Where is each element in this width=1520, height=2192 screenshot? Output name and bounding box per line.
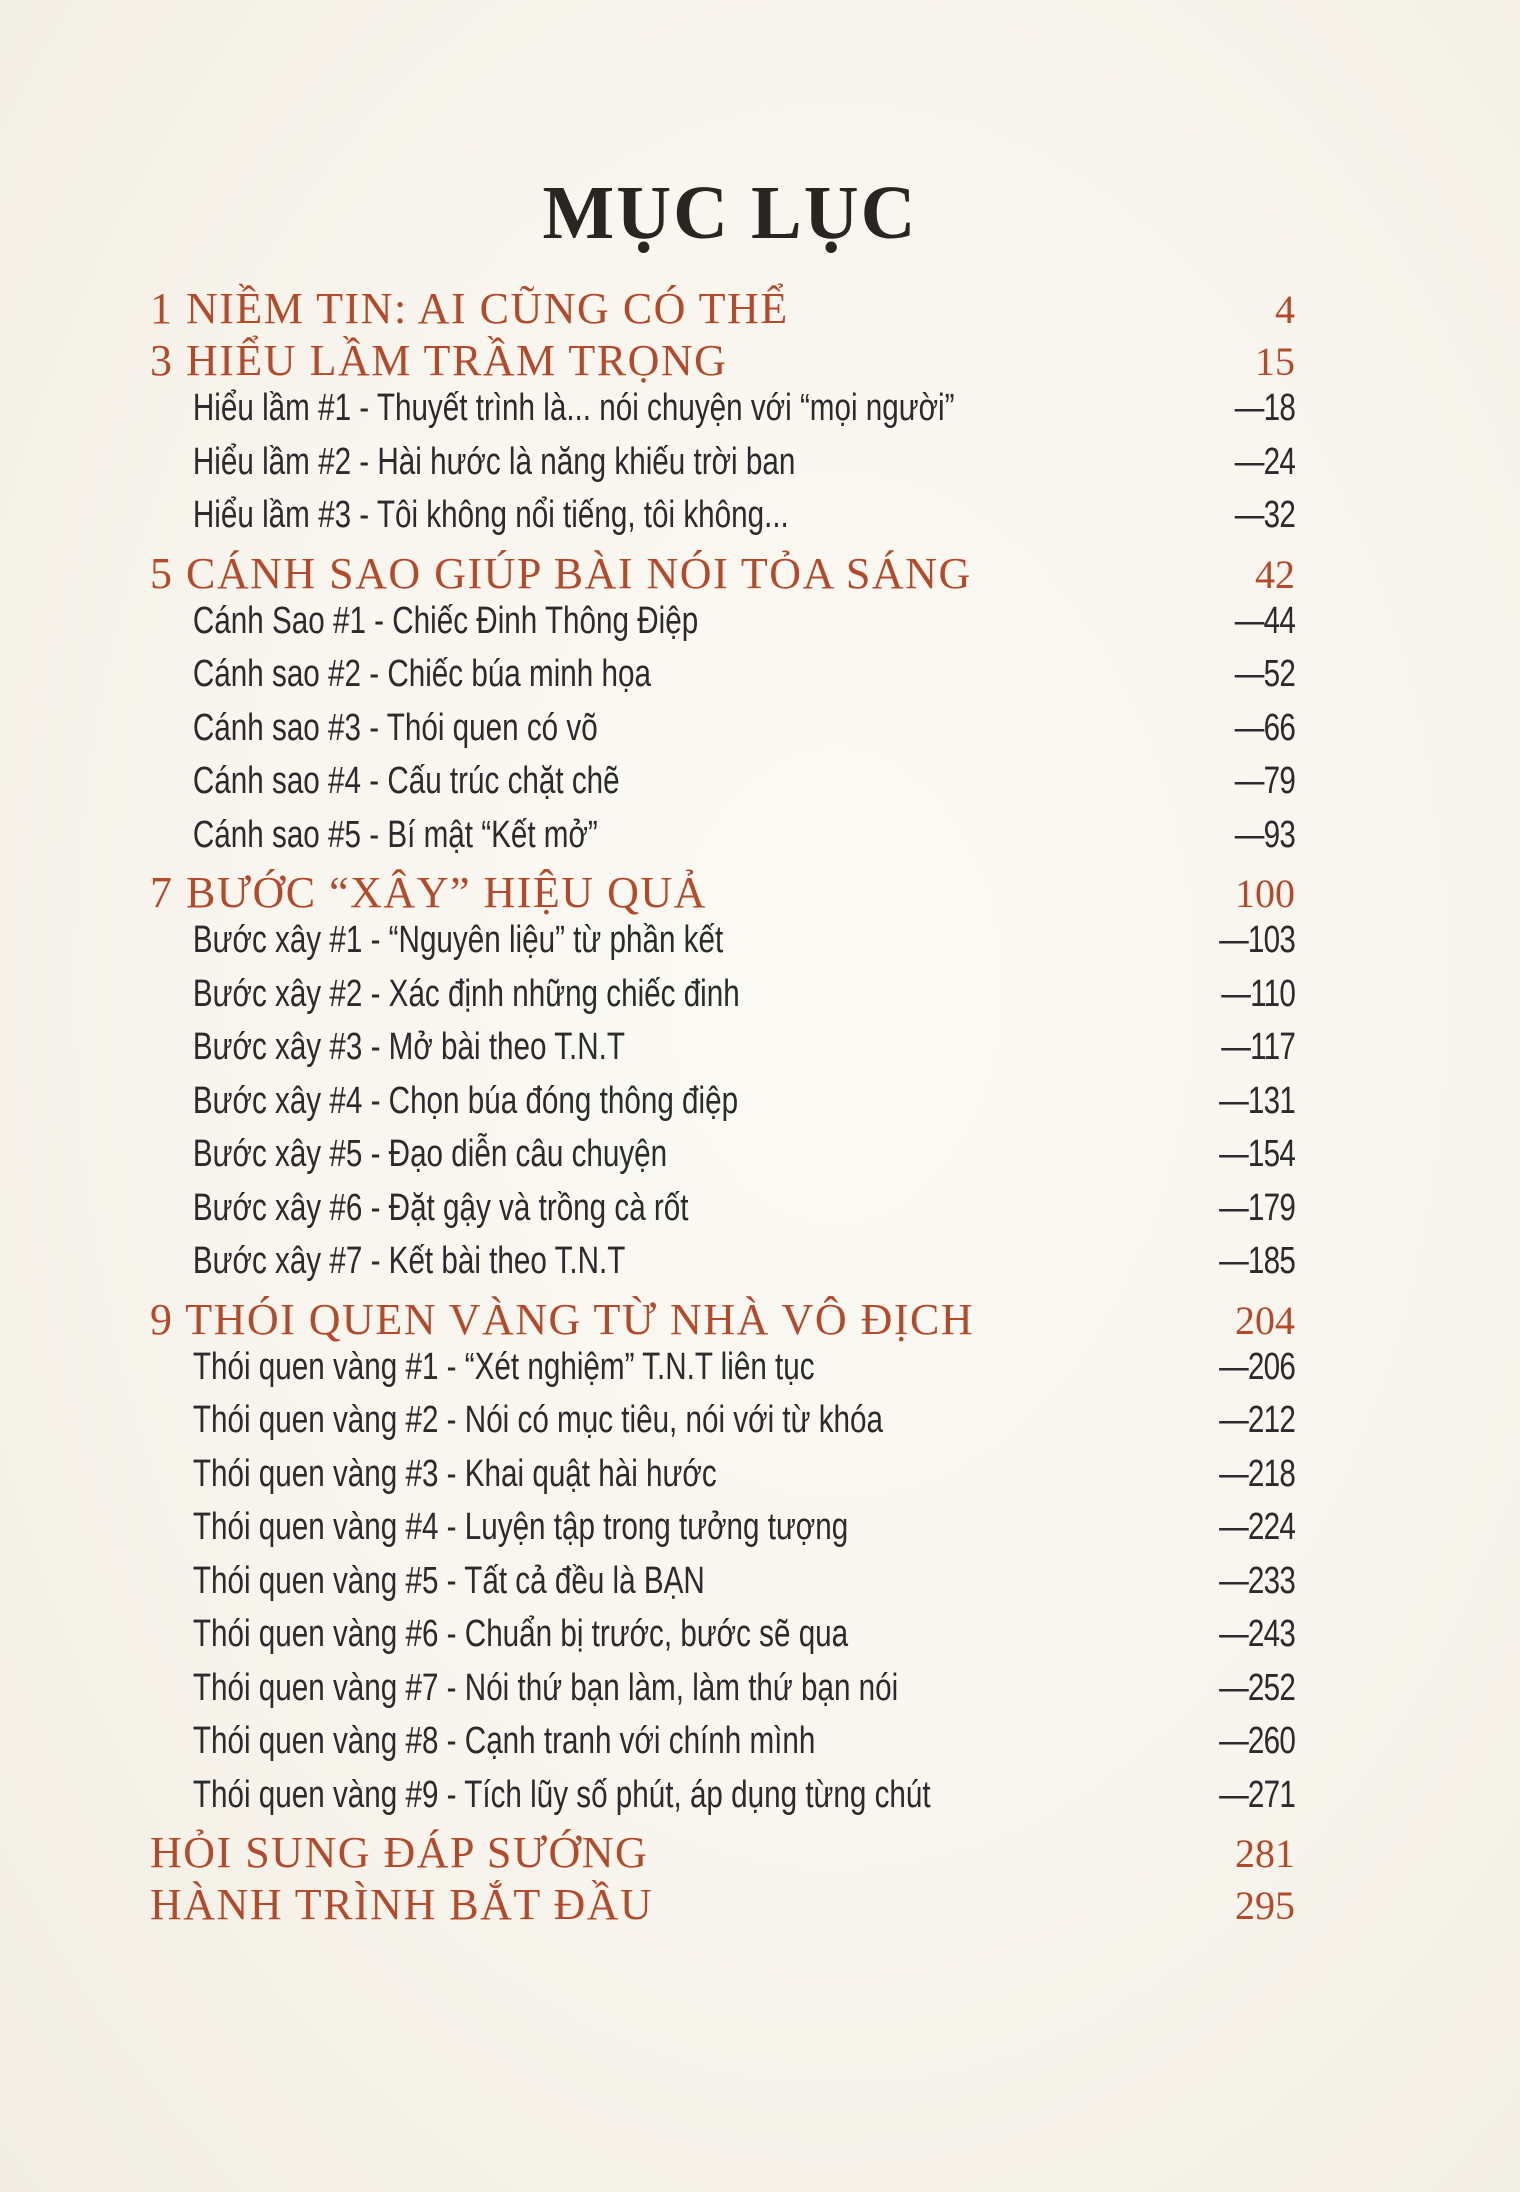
subentry-title: Bước xây #5 - Đạo diễn câu chuyện <box>192 1133 668 1175</box>
toc-subentry <box>150 1613 1295 1667</box>
page-number: 204 <box>1235 1297 1295 1343</box>
subentry-title: Bước xây #6 - Đặt gậy và trồng cà rốt <box>192 1186 689 1229</box>
page-number: —233 <box>1219 1559 1296 1602</box>
subentry-title: Hiểu lầm #3 - Tôi không nổi tiếng, tôi không... <box>192 494 789 536</box>
toc-subentry <box>150 1774 1295 1828</box>
page-number: 281 <box>1235 1831 1295 1876</box>
toc-subentry <box>150 707 1295 761</box>
subentry-title: Thói quen vàng #5 - Tất cả đều là BẠN <box>192 1559 705 1602</box>
subentry-title: Thói quen vàng #2 - Nói có mục tiêu, nói với từ khóa <box>192 1399 883 1441</box>
chapter-title: 5 CÁNH SAO GIÚP BÀI NÓI TỎA SÁNG <box>150 548 972 598</box>
subentry-title: Hiểu lầm #2 - Hài hước là năng khiếu trời ban <box>192 440 796 483</box>
toc-subentry <box>150 1187 1295 1241</box>
chapter-title: 7 BƯỚC “XÂY” HIỆU QUẢ <box>150 868 707 917</box>
page-number: —206 <box>1219 1345 1296 1388</box>
page-title: MỤC LỤC <box>542 171 918 255</box>
page-number: —18 <box>1234 387 1296 429</box>
page-number: —52 <box>1234 653 1296 695</box>
subentry-title: Thói quen vàng #1 - “Xét nghiệm” T.N.T liên tục <box>192 1345 815 1388</box>
chapter-title: 9 THÓI QUEN VÀNG TỪ NHÀ VÔ ĐỊCH <box>150 1294 975 1344</box>
subentry-title: Thói quen vàng #6 - Chuẩn bị trước, bước sẽ qua <box>192 1613 849 1655</box>
subentry-title: Thói quen vàng #8 - Cạnh tranh với chính mình <box>192 1720 816 1762</box>
page-number: 295 <box>1235 1883 1295 1928</box>
toc-subentry <box>150 387 1295 441</box>
subentry-title: Thói quen vàng #9 - Tích lũy số phút, áp dụng từng chút <box>192 1773 931 1816</box>
table-of-contents <box>150 283 1295 1931</box>
subentry-title: Bước xây #4 - Chọn búa đóng thông điệp <box>192 1079 739 1122</box>
page-number: 4 <box>1275 287 1295 332</box>
page-number: —218 <box>1219 1452 1296 1495</box>
toc-subentry <box>150 760 1295 814</box>
toc-subentry <box>150 653 1295 707</box>
subentry-title: Thói quen vàng #3 - Khai quật hài hước <box>192 1452 717 1495</box>
toc-chapter-entry <box>150 548 1295 600</box>
toc-chapter-entry <box>150 335 1295 387</box>
toc-subentry <box>150 973 1295 1027</box>
page-number: —179 <box>1219 1186 1296 1229</box>
page-number: —93 <box>1234 813 1296 856</box>
toc-subentry <box>150 600 1295 654</box>
toc-subentry <box>150 1026 1295 1080</box>
subentry-title: Bước xây #2 - Xác định những chiếc đinh <box>192 972 740 1015</box>
page-number: —243 <box>1219 1613 1296 1655</box>
toc-subentry <box>150 1667 1295 1721</box>
toc-subentry <box>150 1240 1295 1294</box>
subentry-title: Thói quen vàng #7 - Nói thứ bạn làm, làm thứ bạn nói <box>192 1666 899 1709</box>
subentry-title: Bước xây #1 - “Nguyên liệu” từ phần kết <box>192 919 724 961</box>
subentry-title: Thói quen vàng #4 - Luyện tập trong tưởng tượng <box>192 1506 849 1548</box>
toc-subentry <box>150 1453 1295 1507</box>
page-number: —110 <box>1221 972 1296 1015</box>
toc-chapter-entry <box>150 867 1295 919</box>
toc-chapter-entry <box>150 1827 1295 1879</box>
subentry-title: Cánh sao #5 - Bí mật “Kết mở” <box>192 813 598 856</box>
toc-subentry <box>150 1399 1295 1453</box>
page-number: 15 <box>1255 339 1295 384</box>
page-number: —32 <box>1234 494 1296 536</box>
toc-subentry <box>150 814 1295 868</box>
page-number: —224 <box>1219 1506 1296 1548</box>
page-number: —154 <box>1219 1133 1296 1175</box>
toc-subentry <box>150 1720 1295 1774</box>
chapter-title: 3 HIỂU LẦM TRẦM TRỌNG <box>150 336 728 385</box>
subentry-title: Hiểu lầm #1 - Thuyết trình là... nói chuyện với “mọi người” <box>192 387 955 429</box>
toc-subentry <box>150 919 1295 973</box>
toc-subentry <box>150 1080 1295 1134</box>
toc-subentry <box>150 1560 1295 1614</box>
page-number: —212 <box>1219 1399 1296 1441</box>
toc-subentry <box>150 441 1295 495</box>
toc-subentry <box>150 494 1295 548</box>
subentry-title: Cánh Sao #1 - Chiếc Đinh Thông Điệp <box>192 599 699 642</box>
page-number: —44 <box>1234 599 1296 642</box>
toc-chapter-entry <box>150 283 1295 335</box>
chapter-title: HÀNH TRÌNH BẮT ĐẦU <box>150 1880 654 1929</box>
page-number: —66 <box>1234 706 1296 749</box>
subentry-title: Bước xây #7 - Kết bài theo T.N.T <box>192 1240 626 1282</box>
toc-chapter-entry <box>150 1294 1295 1346</box>
page-number: —103 <box>1219 919 1296 961</box>
chapter-title: 1 NIỀM TIN: AI CŨNG CÓ THỂ <box>150 284 789 333</box>
subentry-title: Cánh sao #4 - Cấu trúc chặt chẽ <box>192 760 620 802</box>
toc-subentry <box>150 1506 1295 1560</box>
page-number: —131 <box>1219 1079 1296 1122</box>
page-number: 42 <box>1255 551 1295 597</box>
subentry-title: Cánh sao #3 - Thói quen có võ <box>192 706 598 749</box>
subentry-title: Bước xây #3 - Mở bài theo T.N.T <box>192 1026 626 1068</box>
subentry-title: Cánh sao #2 - Chiếc búa minh họa <box>192 653 651 695</box>
toc-subentry <box>150 1133 1295 1187</box>
page-number: —252 <box>1219 1666 1296 1709</box>
chapter-title: HỎI SUNG ĐÁP SƯỚNG <box>150 1828 649 1877</box>
page-number: 100 <box>1235 871 1295 916</box>
page-number: —260 <box>1219 1720 1296 1762</box>
toc-chapter-entry <box>150 1879 1295 1931</box>
page-number: —24 <box>1234 440 1296 483</box>
page-number: —79 <box>1234 760 1296 802</box>
toc-subentry <box>150 1346 1295 1400</box>
page-number: —271 <box>1219 1773 1296 1816</box>
page-number: —185 <box>1219 1240 1296 1282</box>
page-number: —117 <box>1221 1026 1296 1068</box>
